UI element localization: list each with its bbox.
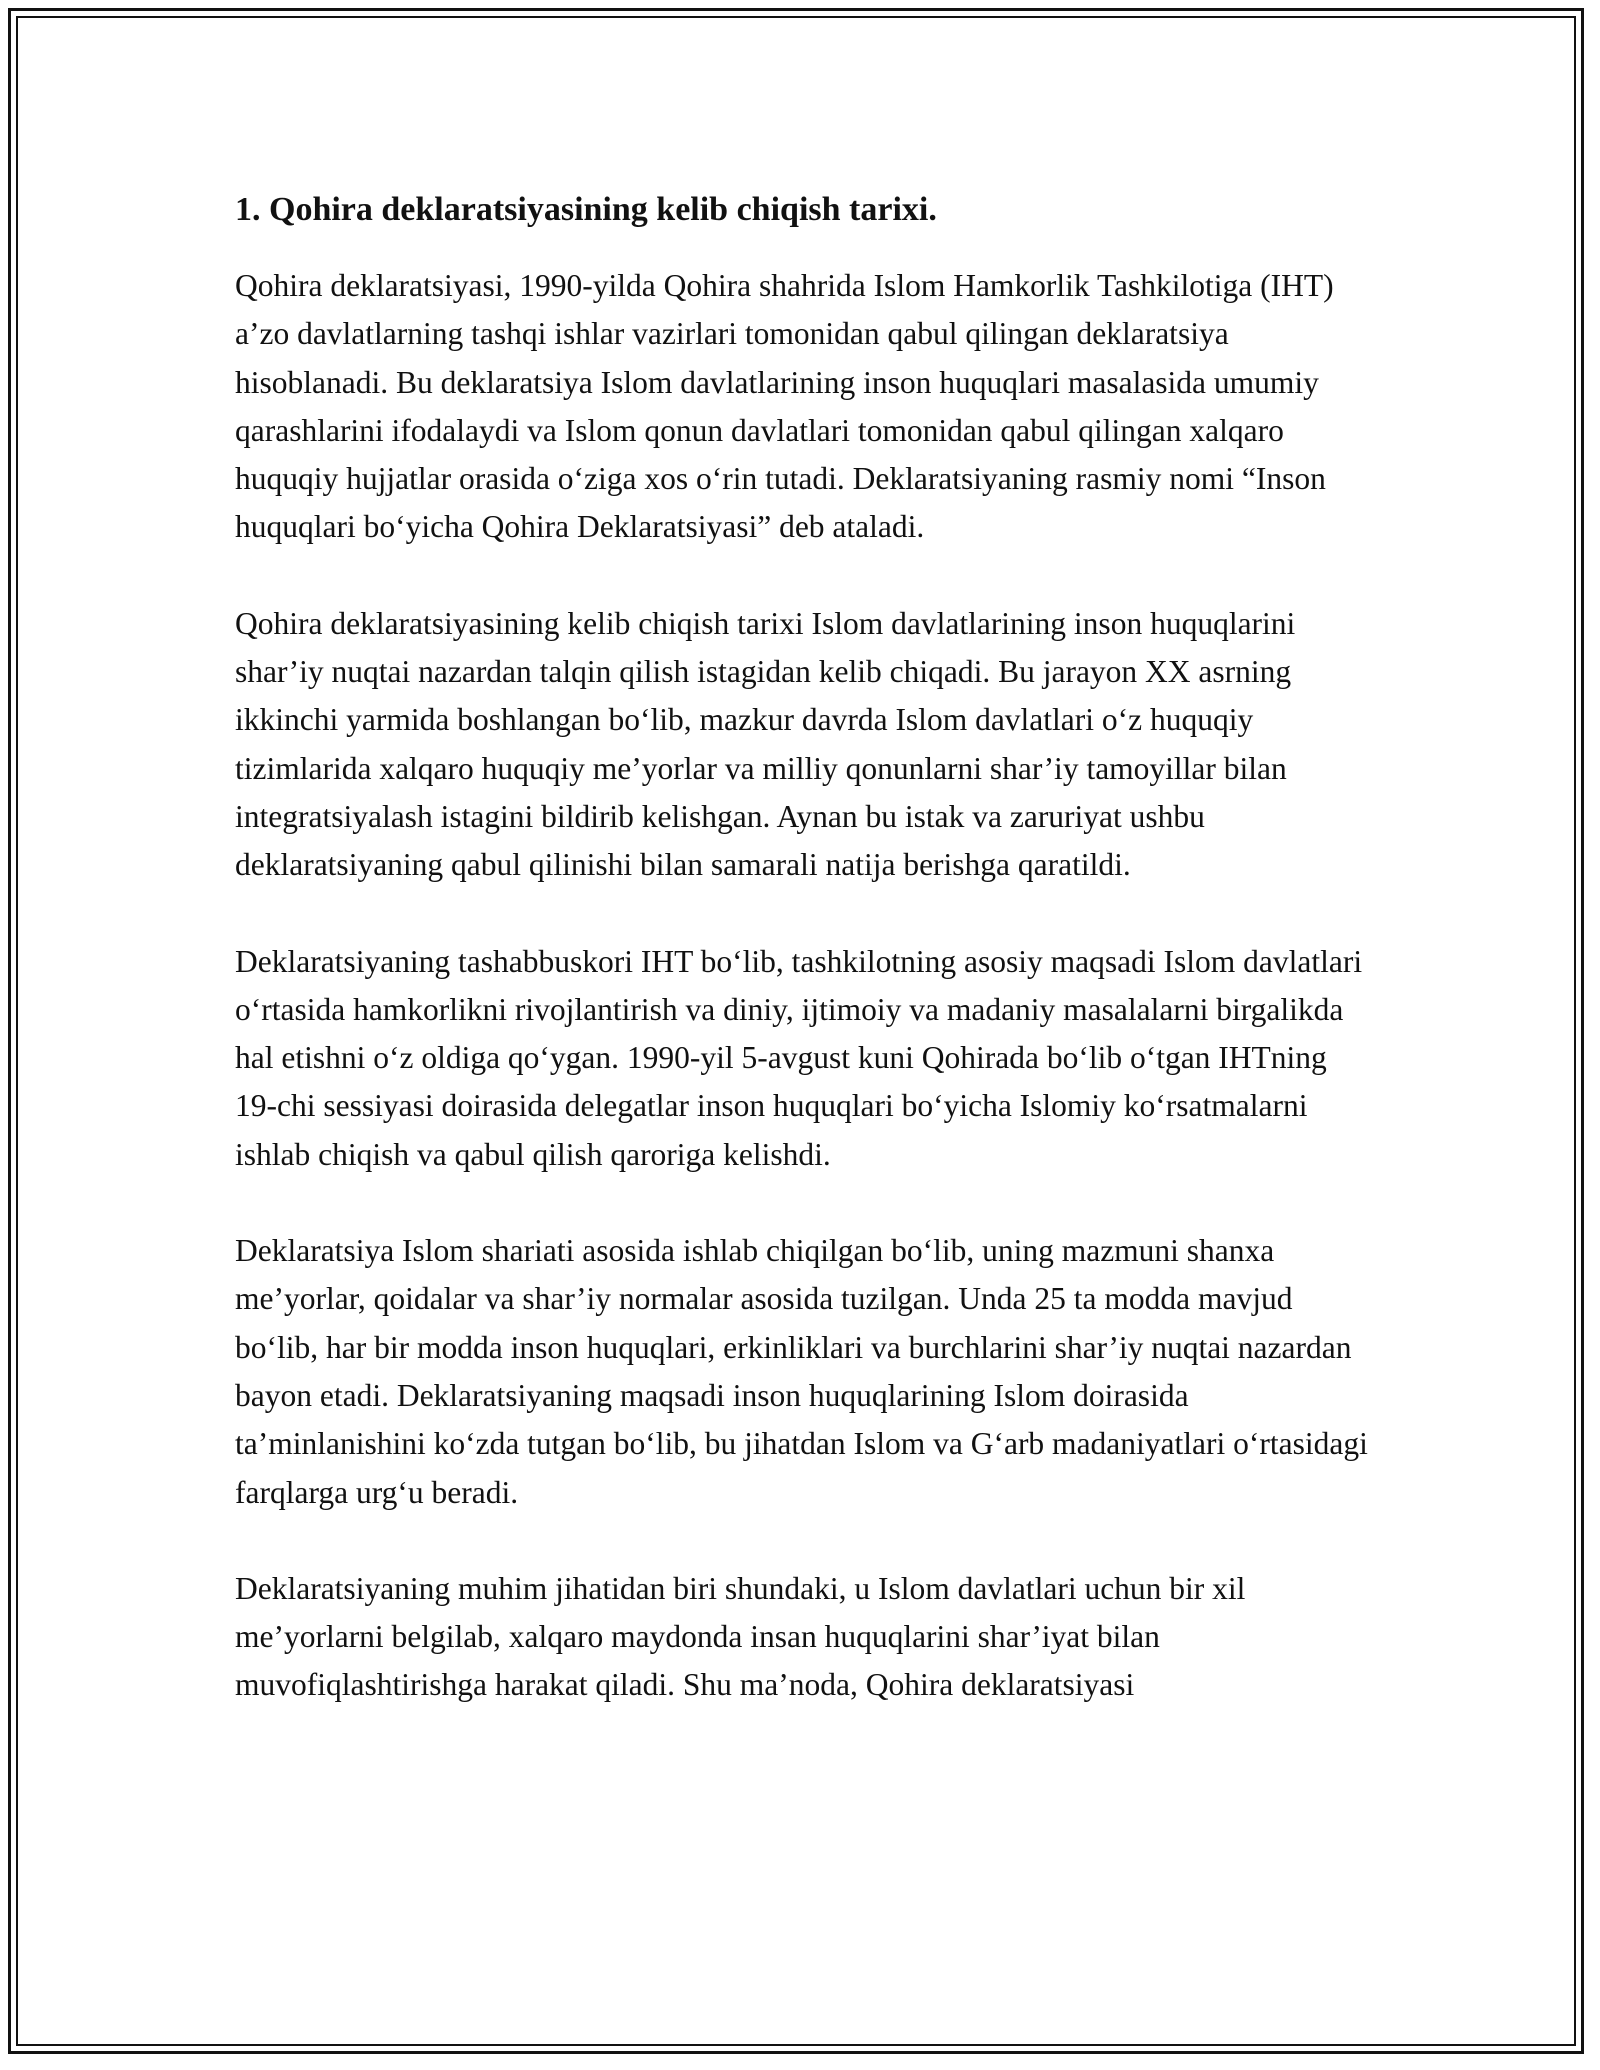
document-body [235,188,1370,1710]
paragraph-2: Qohira deklaratsiyasining kelib chiqish tarixi Islom davlatlarining inson huquqlarini shar’iy nuqtai nazardan talqin qilish istagidan kelib chiqadi. Bu jarayon XX asrning ikkinchi yarmida boshlangan bo‘lib, mazkur davrda Islom davlatlari o‘z huquqiy tizimlarida xalqaro huquqiy me’yorlar va milliy qonunlarni shar’iy tamoyillar bilan integratsiyalash istagini bildirib kelishgan. Aynan bu istak va zaruriyat ushbu deklaratsiyaning qabul qilinishi bilan samarali natija berishga qaratildi. [235,605,1296,883]
section-heading: 1. Qohira deklaratsiyasining kelib chiqish tarixi. [235,191,937,228]
paragraph-5: Deklaratsiyaning muhim jihatidan biri shundaki, u Islom davlatlari uchun bir xil me’yorlarni belgilab, xalqaro maydonda insan huquqlarini shar’iyat bilan muvofiqlashtirishga harakat qiladi. Shu ma’noda, Qohira deklaratsiyasi [235,1570,1246,1703]
paragraph-4: Deklaratsiya Islom shariati asosida ishlab chiqilgan bo‘lib, uning mazmuni shanxa me’yorlar, qoidalar va shar’iy normalar asosida tuzilgan. Unda 25 ta modda mavjud bo‘lib, har bir modda inson huquqlari, erkinliklari va burchlarini shar’iy nuqtai nazardan bayon etadi. Deklaratsiyaning maqsadi inson huquqlarining Islom doirasida ta’minlanishini ko‘zda tutgan bo‘lib, bu jihatdan Islom va G‘arb madaniyatlari o‘rtasidagi farqlarga urg‘u beradi. [235,1233,1368,1510]
paragraph-1: Qohira deklaratsiyasi, 1990-yilda Qohira shahrida Islom Hamkorlik Tashkilotiga (IHT) a’zo davlatlarning tashqi ishlar vazirlari tomonidan qabul qilingan deklaratsiya hisoblanadi. Bu deklaratsiya Islom davlatlarining inson huquqlari masalasida umumiy qarashlarini ifodalaydi va Islom qonun davlatlari tomonidan qabul qilingan xalqaro huquqiy hujjatlar orasida o‘ziga xos o‘rin tutadi. Deklaratsiyaning rasmiy nomi “Inson huquqlari bo‘yicha Qohira Deklaratsiyasi” deb ataladi. [235,268,1334,545]
paragraph-3: Deklaratsiyaning tashabbuskori IHT bo‘lib, tashkilotning asosiy maqsadi Islom davlatlari o‘rtasida hamkorlikni rivojlantirish va diniy, ijtimoiy va madaniy masalalarni birgalikda hal etishni o‘z oldiga qo‘ygan. 1990-yil 5-avgust kuni Qohirada bo‘lib o‘tgan IHTning 19-chi sessiyasi doirasida delegatlar inson huquqlari bo‘yicha Islomiy ko‘rsatmalarni ishlab chiqish va qabul qilish qaroriga kelishdi. [235,943,1363,1172]
